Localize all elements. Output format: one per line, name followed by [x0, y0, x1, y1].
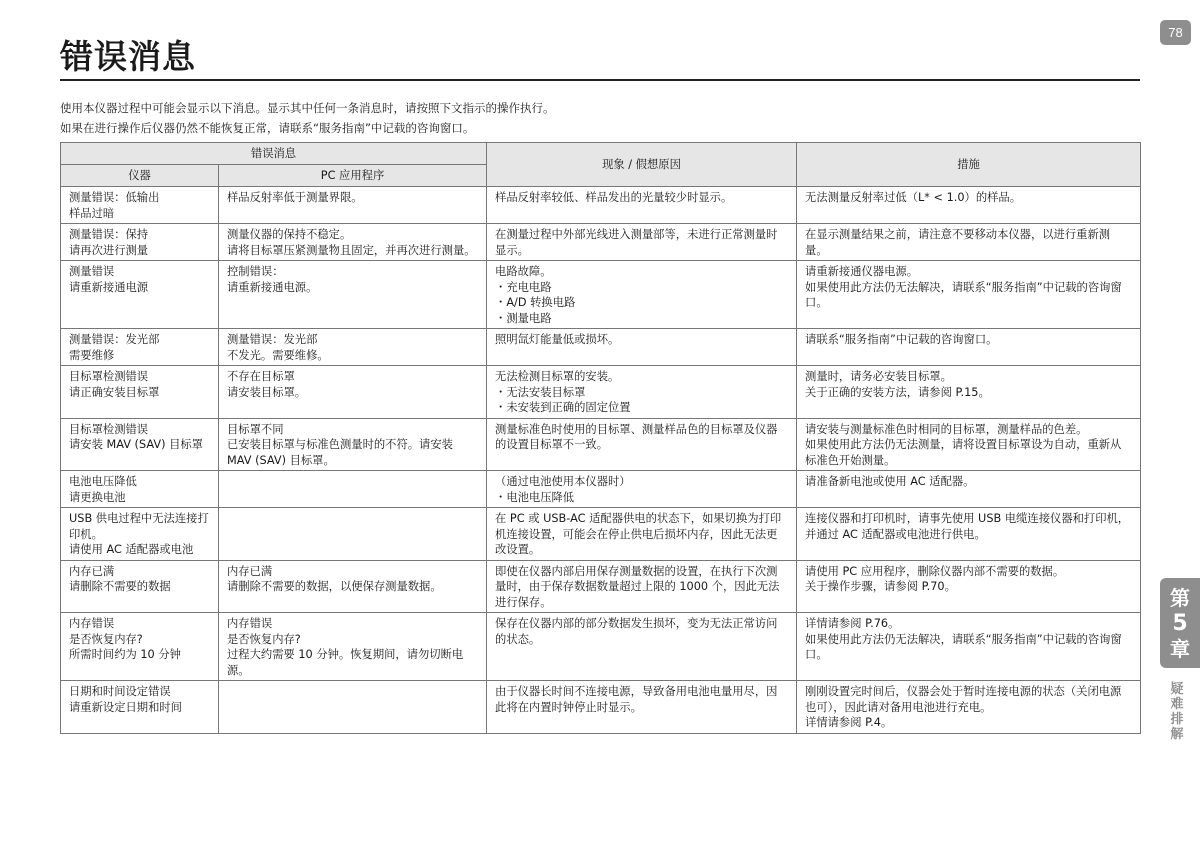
cell-line: 在显示测量结果之前，请注意不要移动本仪器，以进行重新测量。: [805, 228, 1111, 257]
cell-instrument: [61, 508, 219, 561]
cell-line: ・A/D 转换电路: [495, 296, 576, 309]
cell-line: 过程大约需要 10 分钟。恢复期间，请勿切断电源。: [227, 648, 464, 677]
cell-line: 请安装目标罩。: [227, 385, 307, 399]
cell-cause: [487, 613, 797, 681]
cell-pc-app: [219, 560, 487, 613]
cell-line: 请重新接通电源: [69, 280, 149, 294]
cell-line: ・电池电压降低: [495, 490, 575, 504]
cell-cause: [487, 681, 797, 734]
cell-line: 目标罩不同: [227, 422, 284, 436]
cell-cause: [487, 471, 797, 508]
cell-instrument: [61, 187, 219, 224]
cell-line: USB 供电过程中无法连接打印机。: [69, 512, 209, 541]
cell-cause: [487, 366, 797, 419]
cell-instrument: [61, 613, 219, 681]
cell-instrument: [61, 261, 219, 329]
title-divider: [60, 79, 1140, 81]
table-row: [61, 560, 1141, 613]
cell-line: 详情请参阅 P.76。: [805, 617, 900, 630]
cell-line: 关于正确的安装方法，请参阅 P.15。: [805, 385, 990, 399]
cell-pc-app: [219, 613, 487, 681]
cell-line: 所需时间约为 10 分钟: [69, 648, 181, 661]
cell-measure: [797, 613, 1141, 681]
cell-instrument: [61, 329, 219, 366]
cell-line: 请更换电池: [69, 490, 126, 504]
cell-line: 即使在仪器内部启用保存测量数据的设置，在执行下次测量时，由于保存数据数量超过上限的 1000 个，因此无法进行保存。: [495, 564, 780, 609]
table-body: [61, 187, 1141, 734]
cell-line: 如果使用此方法仍无法测量，请将设置目标罩设为自动，重新从标准色开始测量。: [805, 438, 1122, 467]
page-number: 78: [1160, 20, 1191, 45]
chapter-tab-prefix: 第: [1170, 586, 1190, 610]
cell-line: 是否恢复内存?: [69, 632, 143, 646]
table-row: [61, 471, 1141, 508]
cell-measure: [797, 366, 1141, 419]
cell-instrument: [61, 471, 219, 508]
cell-line: （通过电池使用本仪器时）: [495, 475, 631, 488]
cell-line: 在 PC 或 USB-AC 适配器供电的状态下，如果切换为打印机连接设置，可能会在停止供电后损坏内存，因此无法更改设置。: [495, 512, 782, 556]
cell-line: 测量错误: [69, 265, 115, 278]
cell-pc-app: [219, 224, 487, 261]
cell-instrument: [61, 366, 219, 419]
cell-line: 控制错误：: [227, 265, 284, 278]
cell-line: 请准备新电池或使用 AC 适配器。: [805, 475, 975, 488]
cell-line: 测量错误：保持: [69, 228, 149, 241]
cell-line: 请重新接通电源。: [227, 280, 318, 294]
cell-line: 请安装与测量标准色时相同的目标罩，测量样品的色差。: [805, 422, 1088, 436]
cell-line: 目标罩检测错误: [69, 370, 149, 383]
cell-line: 关于操作步骤，请参阅 P.70。: [805, 580, 956, 593]
cell-line: 内存已满: [69, 564, 115, 578]
header-measure: 措施: [797, 143, 1141, 187]
cell-measure: [797, 187, 1141, 224]
cell-line: 照明氙灯能量低或损坏。: [495, 333, 620, 346]
cell-cause: [487, 261, 797, 329]
cell-line: ・无法安装目标罩: [495, 385, 586, 399]
table-row: [61, 508, 1141, 561]
cell-line: 请删除不需要的数据，以便保存测量数据。: [227, 580, 442, 593]
cell-cause: [487, 560, 797, 613]
cell-cause: [487, 418, 797, 471]
cell-line: 测量错误：发光部: [69, 333, 160, 346]
cell-line: ・未安装到正确的固定位置: [495, 401, 631, 414]
cell-line: 无法测量反射率过低（L* < 1.0）的样品。: [805, 191, 1022, 204]
cell-line: 已安装目标罩与标准色测量时的不符。请安装 MAV (SAV) 目标罩。: [227, 438, 453, 467]
cell-line: 目标罩检测错误: [69, 422, 149, 436]
cell-line: 请安装 MAV (SAV) 目标罩: [69, 438, 203, 451]
cell-instrument: [61, 681, 219, 734]
cell-line: 如果使用此方法仍无法解决，请联系“服务指南”中记载的咨询窗口。: [805, 632, 1122, 661]
header-cause: 现象 / 假想原因: [487, 143, 797, 187]
cell-pc-app: [219, 329, 487, 366]
cell-pc-app: [219, 187, 487, 224]
cell-measure: [797, 261, 1141, 329]
cell-pc-app: [219, 366, 487, 419]
cell-line: 无法检测目标罩的安装。: [495, 370, 620, 383]
cell-instrument: [61, 224, 219, 261]
cell-line: 请再次进行测量: [69, 243, 149, 257]
page-title: 错误消息: [60, 37, 196, 76]
cell-measure: [797, 508, 1141, 561]
cell-line: 详情请参阅 P.4。: [805, 716, 893, 729]
cell-line: 请联系“服务指南”中记载的咨询窗口。: [805, 333, 998, 346]
cell-measure: [797, 224, 1141, 261]
cell-line: 测量标准色时使用的目标罩、测量样品色的目标罩及仪器的设置目标罩不一致。: [495, 422, 778, 451]
cell-line: 如果使用此方法仍无法解决，请联系“服务指南”中记载的咨询窗口。: [805, 280, 1122, 309]
cell-line: 连接仪器和打印机时，请事先使用 USB 电缆连接仪器和打印机，并通过 AC 适配器或电池进行供电。: [805, 512, 1130, 541]
cell-line: 样品反射率低于测量界限。: [227, 191, 363, 204]
chapter-label-char: 解: [1170, 727, 1184, 742]
table-row: [61, 187, 1141, 224]
cell-line: 请使用 AC 适配器或电池: [69, 543, 194, 556]
cell-line: 在测量过程中外部光线进入测量部等，未进行正常测量时显示。: [495, 228, 778, 257]
chapter-tab[interactable]: [1160, 578, 1200, 668]
cell-cause: [487, 329, 797, 366]
table-row: [61, 224, 1141, 261]
cell-line: 样品反射率较低、样品发出的光量较少时显示。: [495, 191, 733, 204]
cell-line: 测量时，请务必安装目标罩。: [805, 370, 952, 383]
cell-line: 内存错误: [69, 617, 115, 630]
cell-line: 样品过暗: [69, 206, 115, 220]
cell-line: 测量错误：发光部: [227, 333, 318, 346]
error-message-table: [60, 142, 1141, 734]
cell-line: 测量错误：低输出: [69, 191, 160, 204]
intro-text: [60, 98, 555, 138]
chapter-label-char: 疑: [1170, 682, 1184, 697]
chapter-label: [1168, 682, 1186, 742]
chapter-label-char: 难: [1170, 697, 1184, 712]
cell-cause: [487, 187, 797, 224]
cell-line: 电池电压降低: [69, 475, 137, 488]
cell-line: 电路故障。: [495, 265, 552, 278]
cell-line: ・测量电路: [495, 311, 552, 325]
cell-line: 由于仪器长时间不连接电源，导致备用电池电量用尽，因此将在内置时钟停止时显示。: [495, 685, 778, 714]
cell-line: 测量仪器的保持不稳定。: [227, 228, 352, 241]
header-pc-app: PC 应用程序: [219, 165, 487, 187]
cell-pc-app: [219, 418, 487, 471]
cell-line: 日期和时间设定错误: [69, 685, 171, 698]
cell-cause: [487, 224, 797, 261]
cell-line: 刚刚设置完时间后，仪器会处于暂时连接电源的状态（关闭电源也可），因此请对备用电池进行充电。: [805, 685, 1122, 714]
chapter-tab-suffix: 章: [1170, 637, 1190, 661]
cell-pc-app: [219, 261, 487, 329]
header-error-message: 错误消息: [61, 143, 487, 165]
cell-measure: [797, 329, 1141, 366]
cell-line: 不发光。需要维修。: [227, 348, 329, 362]
cell-line: 是否恢复内存?: [227, 632, 301, 646]
cell-line: 请正确安装目标罩: [69, 385, 160, 399]
chapter-tab-number: 5: [1172, 611, 1188, 636]
cell-pc-app: [219, 508, 487, 561]
table-row: [61, 418, 1141, 471]
cell-line: 请将目标罩压紧测量物且固定，并再次进行测量。: [227, 243, 476, 257]
cell-measure: [797, 681, 1141, 734]
cell-measure: [797, 471, 1141, 508]
cell-measure: [797, 418, 1141, 471]
cell-line: 请重新设定日期和时间: [69, 700, 182, 714]
table-row: [61, 261, 1141, 329]
cell-line: 需要维修: [69, 348, 115, 362]
cell-line: 不存在目标罩: [227, 370, 295, 383]
cell-line: 内存已满: [227, 564, 273, 578]
table-row: [61, 613, 1141, 681]
table-row: [61, 366, 1141, 419]
table-row: [61, 681, 1141, 734]
intro-line: 如果在进行操作后仪器仍然不能恢复正常，请联系“服务指南”中记载的咨询窗口。: [60, 121, 475, 135]
cell-instrument: [61, 418, 219, 471]
cell-pc-app: [219, 471, 487, 508]
cell-cause: [487, 508, 797, 561]
cell-line: ・充电电路: [495, 280, 552, 294]
cell-pc-app: [219, 681, 487, 734]
cell-instrument: [61, 560, 219, 613]
cell-line: 请重新接通仪器电源。: [805, 265, 918, 278]
table-row: [61, 329, 1141, 366]
intro-line: 使用本仪器过程中可能会显示以下消息。显示其中任何一条消息时，请按照下文指示的操作执行。: [60, 101, 555, 115]
cell-line: 内存错误: [227, 617, 273, 630]
cell-line: 请删除不需要的数据: [69, 580, 171, 593]
cell-line: 请使用 PC 应用程序，删除仪器内部不需要的数据。: [805, 564, 1065, 578]
cell-line: 保存在仪器内部的部分数据发生损坏，变为无法正常访问的状态。: [495, 617, 778, 646]
chapter-label-char: 排: [1170, 712, 1184, 727]
cell-measure: [797, 560, 1141, 613]
header-instrument: 仪器: [61, 165, 219, 187]
